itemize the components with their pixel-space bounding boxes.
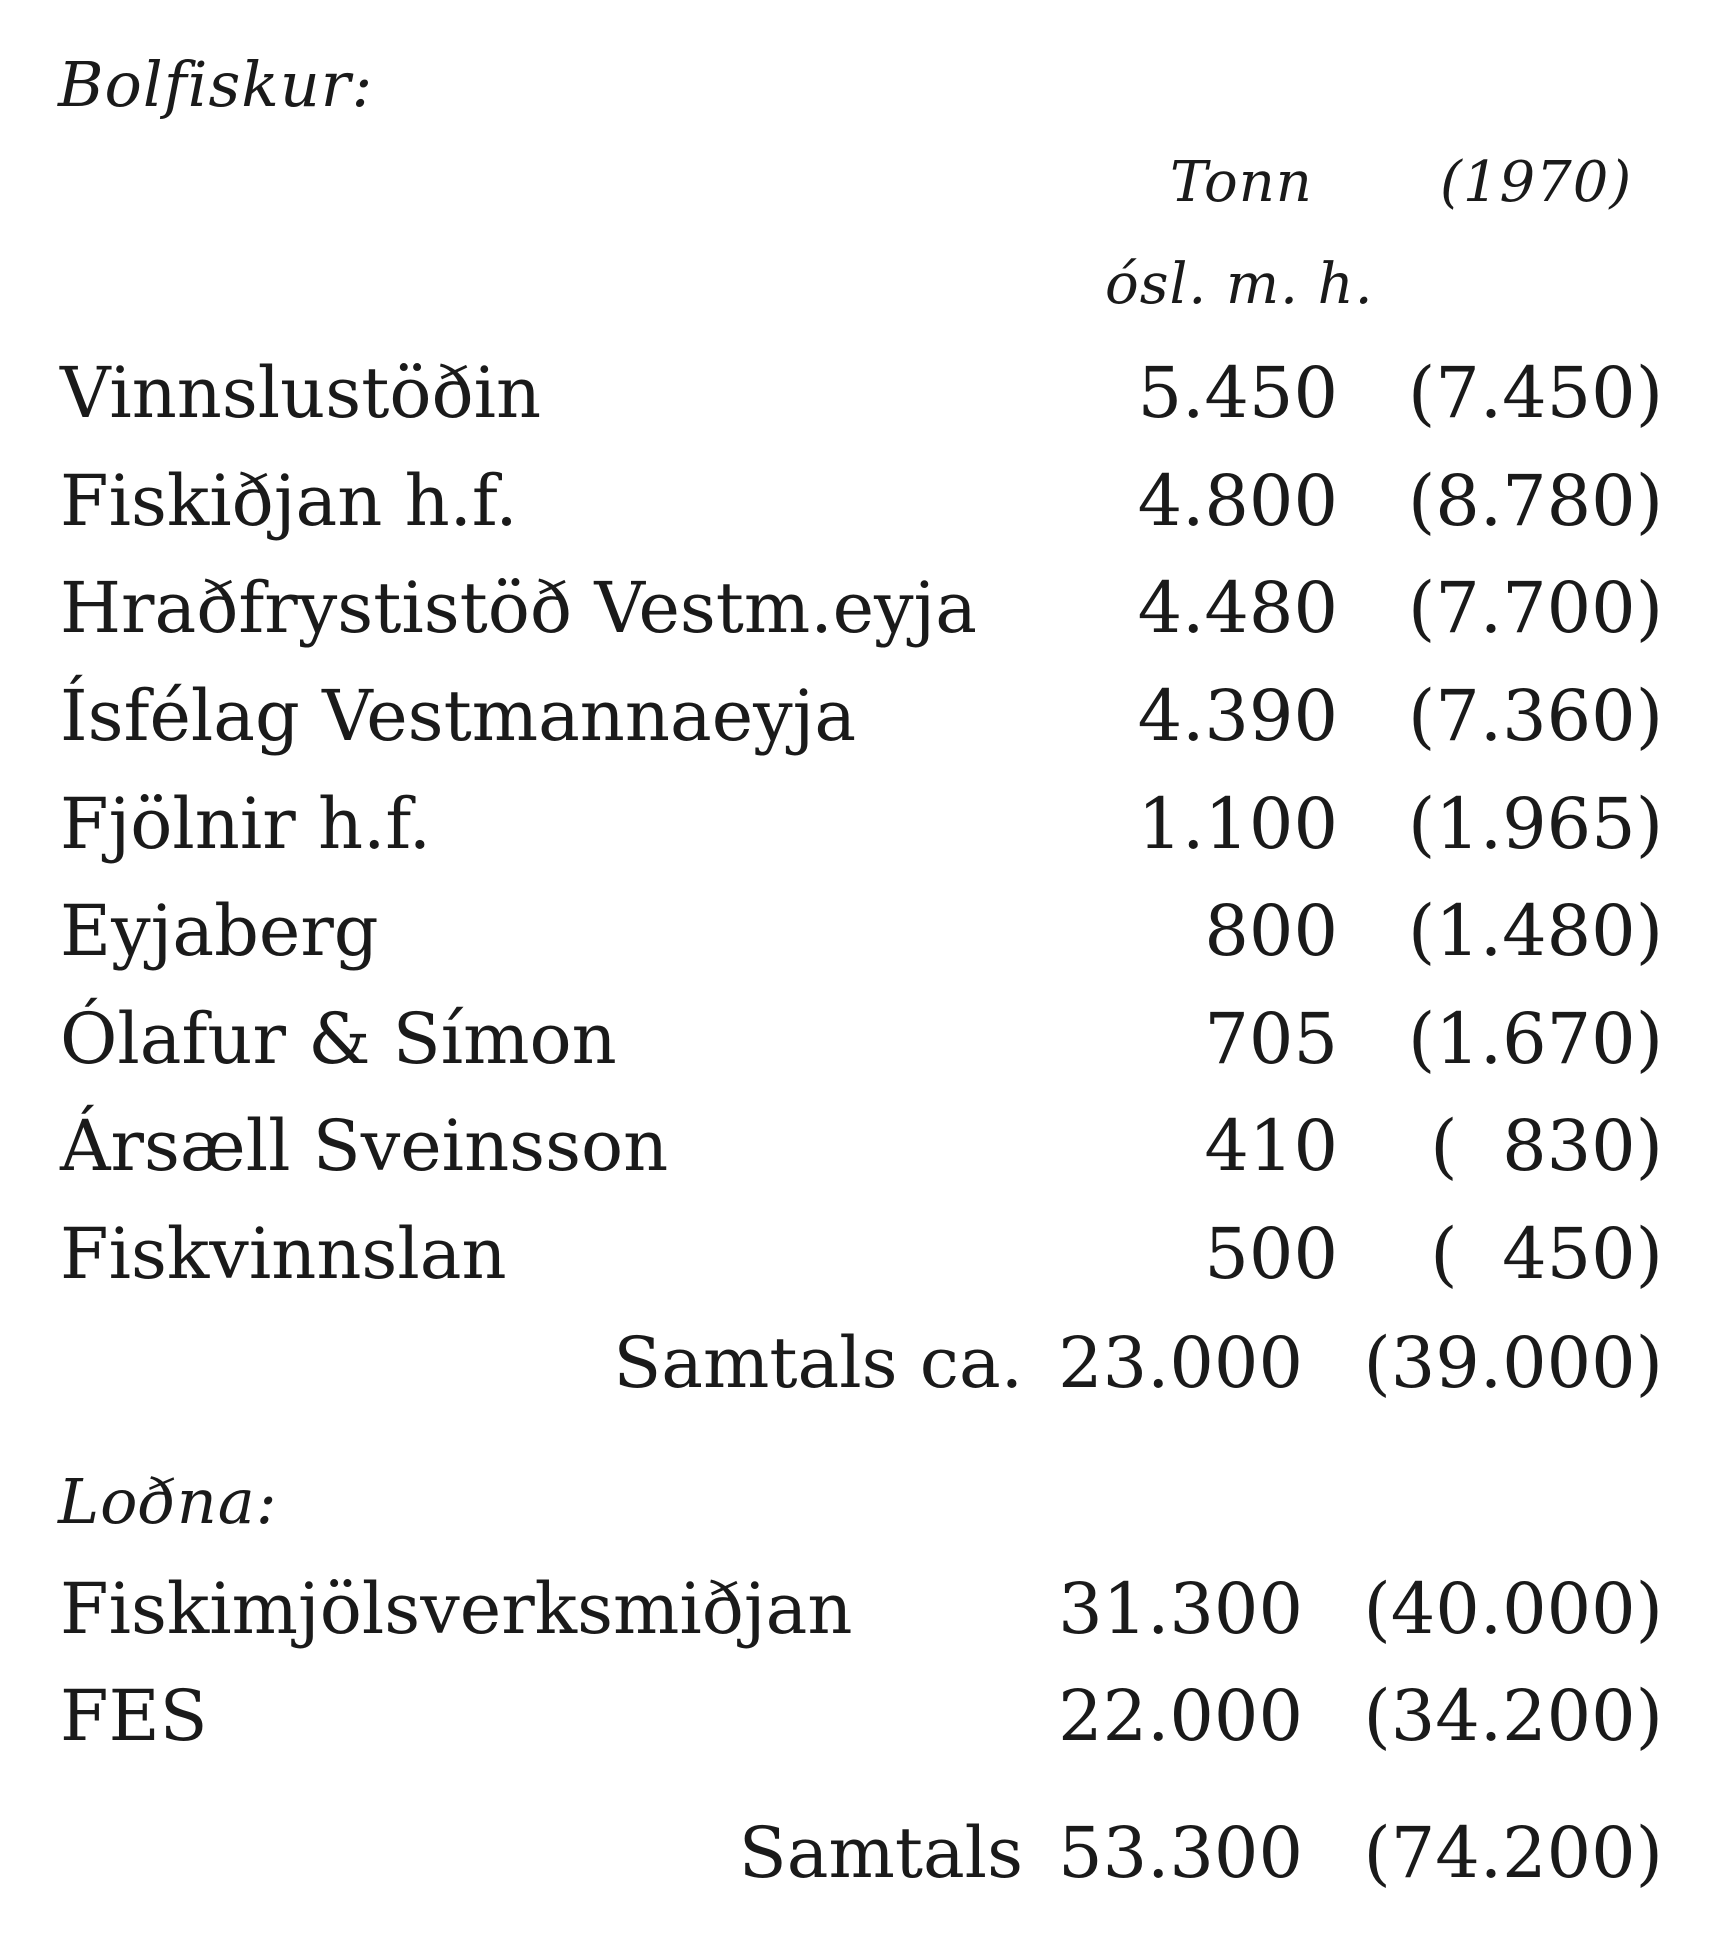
total-prev-value: (39.000) bbox=[1363, 1322, 1663, 1404]
total-value: 23.000 bbox=[1058, 1322, 1303, 1404]
row-name: Fiskvinnslan bbox=[60, 1213, 507, 1295]
row-prev-value: ( 450) bbox=[1430, 1213, 1663, 1295]
table-row bbox=[0, 352, 1713, 442]
row-name: Ársæll Sveinsson bbox=[60, 1105, 669, 1187]
row-value: 22.000 bbox=[1058, 1675, 1303, 1757]
row-value: 4.800 bbox=[1137, 460, 1338, 542]
row-value: 705 bbox=[1204, 998, 1338, 1080]
row-value: 1.100 bbox=[1137, 783, 1338, 865]
row-value: 31.300 bbox=[1058, 1568, 1303, 1650]
row-name: Vinnslustöðin bbox=[60, 352, 542, 434]
section-title-lodna: Loðna: bbox=[58, 1465, 278, 1538]
table-row bbox=[0, 783, 1713, 873]
row-name: Ísfélag Vestmannaeyja bbox=[60, 675, 857, 757]
total-row-lodna bbox=[0, 1812, 1713, 1902]
total-row-bolfiskur bbox=[0, 1322, 1713, 1412]
table-row bbox=[0, 890, 1713, 980]
row-prev-value: (8.780) bbox=[1407, 460, 1663, 542]
row-name: Eyjaberg bbox=[60, 890, 379, 972]
table-row bbox=[0, 1213, 1713, 1303]
row-prev-value: (1.480) bbox=[1407, 890, 1663, 972]
table-row bbox=[0, 675, 1713, 765]
table-row bbox=[0, 567, 1713, 657]
table-row bbox=[0, 1568, 1713, 1658]
row-value: 4.390 bbox=[1137, 675, 1338, 757]
total-prev-value: (74.200) bbox=[1363, 1812, 1663, 1894]
row-value: 410 bbox=[1204, 1105, 1338, 1187]
row-value: 4.480 bbox=[1137, 567, 1338, 649]
row-prev-value: (40.000) bbox=[1363, 1568, 1663, 1650]
section-title-bolfiskur: Bolfiskur: bbox=[58, 48, 374, 121]
row-prev-value: (1.965) bbox=[1407, 783, 1663, 865]
row-prev-value: (7.450) bbox=[1407, 352, 1663, 434]
row-value: 500 bbox=[1204, 1213, 1338, 1295]
table-row bbox=[0, 460, 1713, 550]
row-prev-value: (7.700) bbox=[1407, 567, 1663, 649]
row-name: FES bbox=[60, 1675, 208, 1757]
column-header-unit: ósl. m. h. bbox=[1105, 252, 1374, 317]
row-prev-value: (7.360) bbox=[1407, 675, 1663, 757]
row-name: Fiskimjölsverksmiðjan bbox=[60, 1568, 853, 1650]
total-label: Samtals bbox=[738, 1812, 1023, 1894]
column-header-tonn: Tonn bbox=[1170, 150, 1313, 215]
row-value: 5.450 bbox=[1137, 352, 1338, 434]
column-header-year: (1970) bbox=[1440, 150, 1633, 215]
row-prev-value: (34.200) bbox=[1363, 1675, 1663, 1757]
row-prev-value: ( 830) bbox=[1430, 1105, 1663, 1187]
row-value: 800 bbox=[1204, 890, 1338, 972]
row-name: Ólafur & Símon bbox=[60, 998, 617, 1080]
row-name: Fiskiðjan h.f. bbox=[60, 460, 518, 542]
table-row bbox=[0, 998, 1713, 1088]
table-row bbox=[0, 1105, 1713, 1195]
total-value: 53.300 bbox=[1058, 1812, 1303, 1894]
total-label: Samtals ca. bbox=[613, 1322, 1023, 1404]
row-name: Hraðfrystistöð Vestm.eyja bbox=[60, 567, 977, 649]
row-name: Fjölnir h.f. bbox=[60, 783, 431, 865]
row-prev-value: (1.670) bbox=[1407, 998, 1663, 1080]
table-row bbox=[0, 1675, 1713, 1765]
